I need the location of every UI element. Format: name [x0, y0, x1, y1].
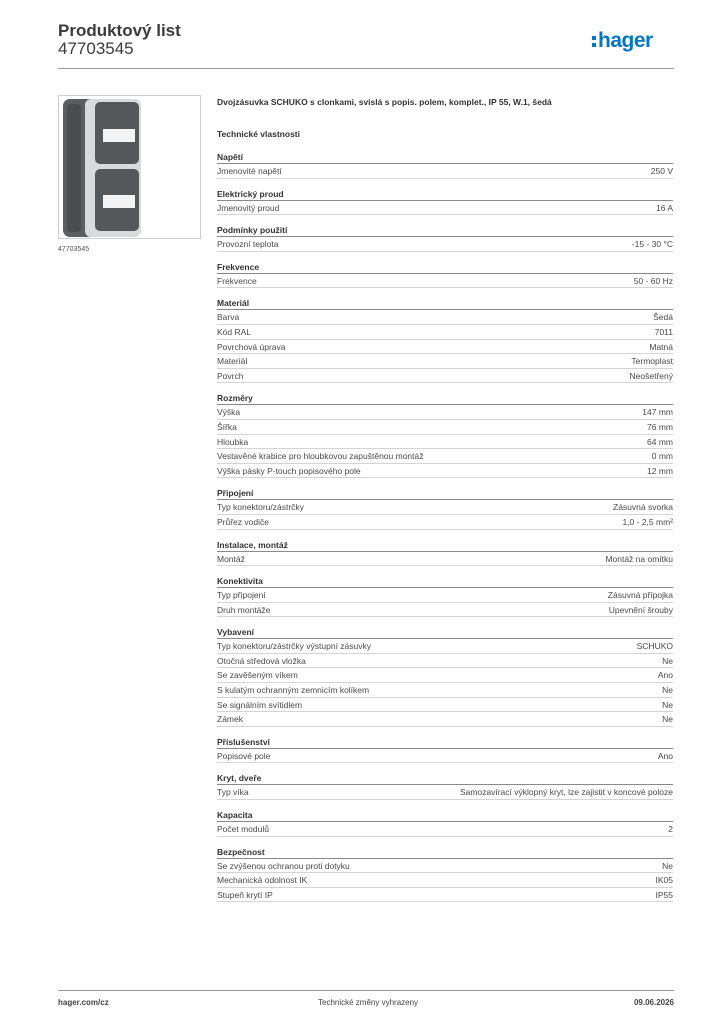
spec-row [217, 873, 673, 888]
spec-row [217, 639, 673, 654]
spec-label: Provozní teplota [217, 239, 279, 250]
spec-section-title: Bezpečnost [217, 846, 673, 859]
footer-website-link[interactable]: hager.com/cz [58, 998, 109, 1007]
product-reference: 47703545 [58, 246, 90, 253]
spec-section-title: Frekvence [217, 261, 673, 274]
spec-value: Šedá [653, 312, 673, 323]
spec-section-title: Materiál [217, 297, 673, 310]
spec-row [217, 785, 673, 800]
spec-label: Jmenovité napětí [217, 166, 282, 176]
logo-text: hager [598, 29, 653, 52]
spec-row [217, 369, 673, 384]
spec-row [217, 405, 673, 420]
spec-label: Povrchová úprava [217, 341, 286, 352]
technical-properties-heading: Technické vlastnosti [217, 129, 300, 139]
spec-row [217, 515, 673, 530]
spec-row [217, 274, 673, 289]
spec-row [217, 683, 673, 698]
spec-label: Průřez vodiče [217, 516, 269, 527]
spec-value: Ano [657, 670, 673, 681]
spec-label: Barva [217, 312, 240, 323]
spec-value: 7011 [654, 326, 673, 337]
spec-section-title: Kapacita [217, 809, 673, 822]
spec-row [217, 552, 673, 567]
spec-section [217, 626, 673, 727]
spec-row [217, 201, 673, 216]
spec-row [217, 888, 673, 903]
spec-row [217, 435, 673, 450]
spec-label: Montáž [217, 553, 245, 564]
spec-label: Výška pásky P-touch popisového pole [217, 465, 361, 476]
spec-value: 76 mm [647, 421, 673, 432]
spec-label: Se zvýšenou ochranou proti dotyku [217, 860, 350, 871]
spec-row [217, 668, 673, 683]
spec-value: SCHUKO [636, 641, 673, 652]
spec-label: Typ konektoru/zástrčky [217, 502, 304, 513]
spec-label: Materiál [217, 356, 248, 367]
spec-section [217, 188, 673, 216]
spec-row [217, 340, 673, 355]
spec-section-title: Vybavení [217, 626, 673, 639]
spec-section [217, 151, 673, 179]
spec-section-title: Napětí [217, 151, 673, 164]
spec-value: Neošetřený [629, 370, 673, 381]
spec-label: S kulatým ochranným zemnicím kolíkem [217, 685, 370, 696]
spec-value: Zásuvná svorka [613, 502, 673, 513]
spec-row [217, 354, 673, 369]
spec-value: Ne [662, 685, 673, 696]
spec-value: 50 - 60 Hz [633, 275, 673, 286]
spec-row [217, 654, 673, 669]
document-title: Produktový list [58, 21, 181, 40]
spec-section [217, 487, 673, 529]
spec-label: Popisové pole [217, 750, 271, 761]
hager-logo [592, 28, 674, 56]
product-description: Dvojzásuvka SCHUKO s clonkami, svislá s popis. polem, komplet., IP 55, W.1, šedá [217, 97, 552, 107]
spec-value: 12 mm [647, 465, 673, 476]
spec-label: Typ konektoru/zástrčky výstupní zásuvky [217, 641, 372, 652]
spec-row [217, 164, 673, 179]
spec-label: Typ víka [217, 787, 249, 798]
spec-section [217, 297, 673, 383]
specification-column [217, 96, 673, 911]
spec-section-title: Elektrický proud [217, 188, 673, 201]
spec-section [217, 846, 673, 903]
spec-section [217, 736, 673, 764]
spec-section-title: Příslušenství [217, 736, 673, 749]
spec-row [217, 500, 673, 515]
footer-notice: Technické změny vyhrazeny [318, 998, 419, 1007]
spec-section-title: Podmínky použití [217, 224, 673, 237]
spec-section [217, 809, 673, 837]
product-image-column [58, 95, 201, 253]
spec-label: Vestavěné krabice pro hloubkovou zapuštěnou montáž [217, 451, 424, 462]
spec-row [217, 749, 673, 764]
spec-value: Ne [662, 714, 673, 725]
spec-label: Kód RAL [217, 326, 252, 337]
spec-value: Matná [649, 341, 673, 352]
specification-sections [217, 151, 673, 902]
spec-section-title: Rozměry [217, 392, 673, 405]
spec-section [217, 772, 673, 800]
spec-value: 64 mm [647, 436, 673, 447]
spec-value: 250 V [650, 166, 673, 176]
spec-value: Ne [662, 655, 673, 666]
spec-row [217, 822, 673, 837]
spec-label: Frekvence [217, 275, 257, 286]
spec-value: Termoplast [631, 356, 673, 367]
socket-illustration [59, 96, 202, 240]
spec-value: IP55 [655, 889, 673, 900]
spec-value: Montáž na omítku [605, 553, 673, 564]
spec-value: Ano [657, 750, 673, 761]
spec-section-title: Konektivita [217, 575, 673, 588]
spec-row [217, 420, 673, 435]
spec-row [217, 859, 673, 874]
spec-row [217, 588, 673, 603]
spec-row [217, 237, 673, 252]
spec-value: 2 [668, 824, 673, 835]
spec-label: Výška [217, 407, 241, 418]
spec-section-title: Kryt, dveře [217, 772, 673, 785]
spec-value: Ne [662, 860, 673, 871]
spec-label: Zámek [217, 714, 243, 725]
spec-label: Druh montáže [217, 604, 271, 615]
spec-label: Šířka [217, 421, 237, 432]
spec-value: 0 mm [651, 451, 673, 462]
spec-row [217, 712, 673, 727]
spec-row [217, 603, 673, 618]
spec-value: Samozavírací výklopný kryt, lze zajistit v koncové poloze [459, 787, 673, 798]
footer-divider [58, 990, 674, 991]
spec-label: Typ připojení [217, 590, 266, 601]
spec-row [217, 464, 673, 479]
spec-row [217, 698, 673, 713]
page-footer [58, 998, 674, 1010]
spec-section [217, 224, 673, 252]
spec-section [217, 575, 673, 617]
spec-value: 147 mm [642, 407, 673, 418]
spec-section-title: Instalace, montáž [217, 539, 673, 552]
spec-value: IK05 [655, 875, 673, 886]
spec-section-title: Připojení [217, 487, 673, 500]
spec-label: Jmenovitý proud [217, 202, 280, 213]
document-number: 47703545 [58, 39, 134, 58]
spec-value: Ne [662, 699, 673, 710]
spec-value: Upevnění šrouby [608, 604, 673, 615]
spec-label: Hloubka [217, 436, 249, 447]
spec-row [217, 325, 673, 340]
footer-date: 09.06.2026 [633, 998, 674, 1007]
spec-section [217, 261, 673, 289]
spec-row [217, 449, 673, 464]
spec-section [217, 539, 673, 567]
spec-label: Počet modulů [217, 824, 269, 835]
spec-value: -15 - 30 °C [631, 239, 673, 250]
spec-label: Otočná středová vložka [217, 655, 306, 666]
spec-label: Povrch [217, 370, 244, 381]
spec-label: Stupeň krytí IP [217, 889, 273, 900]
header-divider [58, 68, 674, 69]
spec-label: Se signálním svítidlem [217, 699, 303, 710]
spec-label: Se zavěšeným víkem [217, 670, 298, 681]
spec-value: 1,0 - 2,5 mm² [622, 516, 673, 527]
spec-value: 16 A [655, 202, 673, 213]
spec-section [217, 392, 673, 478]
spec-value: Zásuvná přípojka [607, 590, 673, 601]
page-header [58, 22, 674, 68]
spec-label: Mechanická odolnost IK [217, 875, 308, 886]
product-image [58, 95, 201, 239]
spec-row [217, 310, 673, 325]
